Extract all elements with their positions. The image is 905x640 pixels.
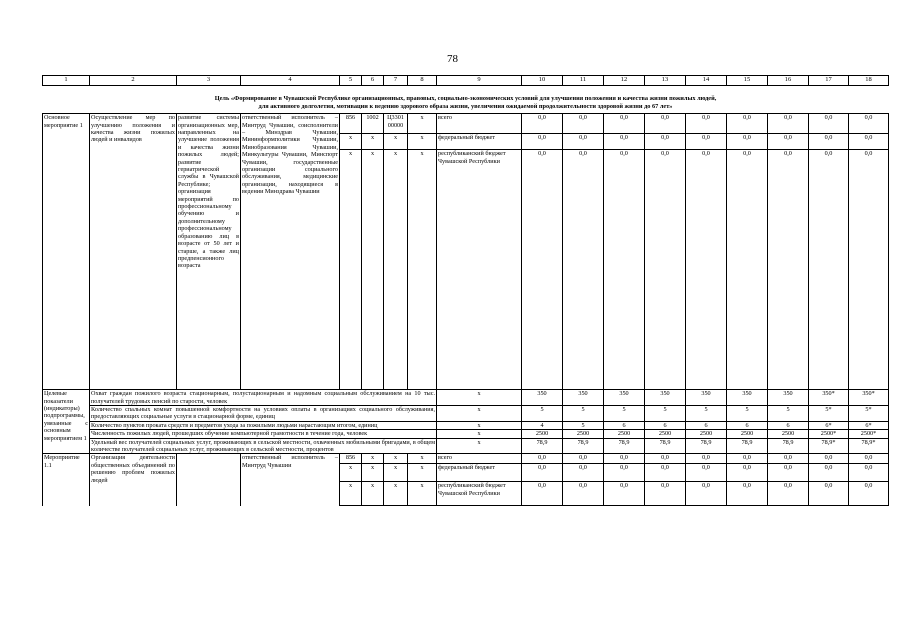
section-code: x — [362, 454, 384, 464]
funding-source: федеральный бюджет — [437, 134, 522, 150]
table-body — [43, 76, 889, 506]
indicator-value: 2500 — [727, 430, 768, 438]
event-status: Основное мероприятие 1 — [43, 114, 90, 390]
funding-value: 0,0 — [768, 114, 809, 134]
funding-value: 0,0 — [604, 482, 645, 506]
target-article-code: x — [384, 134, 408, 150]
expense-type-code: x — [408, 114, 437, 134]
indicator-row — [43, 421, 889, 429]
indicator-value: 2500 — [686, 430, 727, 438]
indicator-value: 6 — [768, 421, 809, 429]
event-status: Мероприятие 1.1 — [43, 454, 90, 506]
column-number-row — [43, 76, 889, 86]
target-article-code: x — [384, 482, 408, 506]
indicator-value: 5* — [849, 406, 889, 422]
indicator-name: Количество пунктов проката средств и предметов ухода за пожилыми людьми нарастающим итогом, единиц — [90, 421, 437, 429]
event-name: Организация деятельности общественных объединений по решению проблем пожилых людей — [90, 454, 177, 506]
column-number-16: 16 — [768, 76, 809, 86]
funding-value: 0,0 — [686, 454, 727, 464]
funding-value: 0,0 — [849, 134, 889, 150]
grbs-code: x — [340, 464, 362, 482]
funding-value: 0,0 — [563, 454, 604, 464]
indicator-value: 5 — [727, 406, 768, 422]
indicator-x: x — [437, 421, 522, 429]
column-number-7: 7 — [384, 76, 408, 86]
indicator-value: 350 — [522, 390, 563, 406]
column-number-18: 18 — [849, 76, 889, 86]
indicator-value: 350 — [645, 390, 686, 406]
indicator-row — [43, 406, 889, 422]
funding-source: всего — [437, 454, 522, 464]
column-number-13: 13 — [645, 76, 686, 86]
indicator-value: 5 — [563, 421, 604, 429]
indicator-value: 6 — [727, 421, 768, 429]
event-task: развитие системы организационных мер, направленных на улучшение положения и качества жизни пожилых людей; развитие гериатрической службы в Чувашской Республике; организация мероприятий по профессиональному обучению и дополнительному профессиональному образованию лиц в возрасте от 50 лет и старше, а также лиц предпенсионного возраста — [177, 114, 241, 390]
indicator-x: x — [437, 430, 522, 438]
indicator-value: 78,9 — [727, 438, 768, 454]
funding-value: 0,0 — [522, 114, 563, 134]
funding-value: 0,0 — [727, 150, 768, 390]
target-article-code: Ц3301 00000 — [384, 114, 408, 134]
funding-value: 0,0 — [563, 464, 604, 482]
indicator-value: 5 — [645, 406, 686, 422]
funding-row — [43, 454, 889, 464]
column-number-14: 14 — [686, 76, 727, 86]
funding-value: 0,0 — [645, 150, 686, 390]
funding-row — [43, 114, 889, 134]
column-number-17: 17 — [809, 76, 849, 86]
indicator-value: 2500 — [604, 430, 645, 438]
indicator-value: 78,9 — [645, 438, 686, 454]
indicator-row — [43, 430, 889, 438]
indicator-value: 350 — [727, 390, 768, 406]
indicator-value: 2500 — [522, 430, 563, 438]
indicator-value: 78,9 — [563, 438, 604, 454]
column-number-3: 3 — [177, 76, 241, 86]
indicator-x: x — [437, 406, 522, 422]
funding-value: 0,0 — [645, 482, 686, 506]
expense-type-code: x — [408, 464, 437, 482]
indicator-value: 78,9 — [768, 438, 809, 454]
funding-value: 0,0 — [768, 454, 809, 464]
funding-value: 0,0 — [849, 464, 889, 482]
expense-type-code: x — [408, 454, 437, 464]
section-code: x — [362, 150, 384, 390]
indicator-name: Численность пожилых людей, прошедших обучение компьютерной грамотности в течение года, человек — [90, 430, 437, 438]
indicator-value: 78,9* — [809, 438, 849, 454]
funding-value: 0,0 — [809, 134, 849, 150]
funding-value: 0,0 — [604, 150, 645, 390]
indicator-row — [43, 390, 889, 406]
indicator-value: 350 — [563, 390, 604, 406]
indicator-value: 350 — [604, 390, 645, 406]
indicator-value: 350* — [809, 390, 849, 406]
event-executors: ответственный исполнитель – Минтруд Чувашии — [241, 454, 340, 506]
indicator-x: x — [437, 390, 522, 406]
funding-value: 0,0 — [809, 454, 849, 464]
funding-source: федеральный бюджет — [437, 464, 522, 482]
column-number-8: 8 — [408, 76, 437, 86]
program-table — [42, 75, 889, 506]
funding-value: 0,0 — [604, 454, 645, 464]
indicator-value: 6* — [849, 421, 889, 429]
column-number-5: 5 — [340, 76, 362, 86]
indicator-value: 5 — [768, 406, 809, 422]
indicator-value: 5* — [809, 406, 849, 422]
funding-value: 0,0 — [645, 114, 686, 134]
indicator-value: 2500* — [809, 430, 849, 438]
funding-source: всего — [437, 114, 522, 134]
funding-value: 0,0 — [604, 464, 645, 482]
funding-value: 0,0 — [849, 454, 889, 464]
indicator-value: 5 — [686, 406, 727, 422]
grbs-code: 856 — [340, 114, 362, 134]
funding-value: 0,0 — [727, 134, 768, 150]
target-article-code: x — [384, 150, 408, 390]
indicator-name: Охват граждан пожилого возраста стационарным, полустационарным и надомным социальным обслуживанием на 10 тыс. получателей трудовых пенсий по старости, человек — [91, 390, 435, 405]
indicator-x: x — [437, 438, 522, 454]
funding-value: 0,0 — [809, 114, 849, 134]
column-number-4: 4 — [241, 76, 340, 86]
indicator-value: 5 — [522, 406, 563, 422]
indicator-value: 350 — [686, 390, 727, 406]
grbs-code: x — [340, 150, 362, 390]
section-code: x — [362, 464, 384, 482]
indicator-value: 78,9 — [522, 438, 563, 454]
funding-source: республиканский бюджет Чувашской Республики — [437, 482, 522, 506]
funding-value: 0,0 — [522, 454, 563, 464]
funding-value: 0,0 — [849, 150, 889, 390]
funding-value: 0,0 — [645, 134, 686, 150]
indicator-value: 6 — [604, 421, 645, 429]
funding-value: 0,0 — [768, 464, 809, 482]
indicator-value: 6 — [686, 421, 727, 429]
funding-value: 0,0 — [686, 150, 727, 390]
expense-type-code: x — [408, 134, 437, 150]
grbs-code: x — [340, 134, 362, 150]
funding-value: 0,0 — [522, 134, 563, 150]
goal-row — [43, 86, 889, 114]
indicator-value: 6* — [809, 421, 849, 429]
section-code: x — [362, 134, 384, 150]
goal-line-2: для активного долголетия, мотивации к ведению здорового образа жизни, увеличения ожидаемой продолжительности здоровой жизни до 67 лет» — [258, 102, 673, 110]
event-name: Осуществление мер по улучшению положения и качества жизни пожилых людей и инвалидов — [90, 114, 177, 390]
funding-value: 0,0 — [645, 464, 686, 482]
funding-value: 0,0 — [727, 482, 768, 506]
indicator-value: 350* — [849, 390, 889, 406]
page-number: 78 — [447, 53, 458, 65]
expense-type-code: x — [408, 482, 437, 506]
funding-value: 0,0 — [522, 150, 563, 390]
indicator-value: 350 — [768, 390, 809, 406]
column-number-15: 15 — [727, 76, 768, 86]
funding-value: 0,0 — [522, 464, 563, 482]
column-number-9: 9 — [437, 76, 522, 86]
indicator-name: Удельный вес получателей социальных услуг, проживающих в сельской местности, охваченных мобильными бригадами, в общем количестве получателей социальных услуг, проживающих в сельской местности, процентов — [91, 438, 435, 454]
funding-value: 0,0 — [768, 482, 809, 506]
section-code: 1002 — [362, 114, 384, 134]
indicator-value: 5 — [563, 406, 604, 422]
funding-value: 0,0 — [849, 114, 889, 134]
funding-value: 0,0 — [809, 482, 849, 506]
grbs-code: x — [340, 482, 362, 506]
indicators-label: Целевые показатели (индикаторы) подпрограммы, увязанные с основным мероприятием 1 — [43, 390, 90, 454]
section-code: x — [362, 482, 384, 506]
goal-text — [43, 86, 889, 114]
indicator-value: 4 — [522, 421, 563, 429]
funding-value: 0,0 — [645, 454, 686, 464]
event-executors: ответственный исполнитель – Минтруд Чувашии, соисполнители – Минздрав Чувашии, Мининформполитики Чувашии, Минобразования Чувашии, Минкультуры Чувашии, Минспорт Чувашии, государственные организации социального обслуживания, медицинские организации, находящиеся в ведении Минздрава Чувашии — [241, 114, 340, 390]
funding-value: 0,0 — [604, 114, 645, 134]
funding-value: 0,0 — [563, 134, 604, 150]
funding-value: 0,0 — [727, 464, 768, 482]
goal-line-1: Цель «Формирование в Чувашской Республике организационных, правовых, социально-экономических условий для улучшения положения и качества жизни пожилых людей, — [214, 95, 717, 102]
funding-value: 0,0 — [686, 134, 727, 150]
funding-value: 0,0 — [809, 464, 849, 482]
column-number-10: 10 — [522, 76, 563, 86]
event-task — [177, 454, 241, 506]
indicator-value: 2500* — [849, 430, 889, 438]
column-number-6: 6 — [362, 76, 384, 86]
expense-type-code: x — [408, 150, 437, 390]
funding-value: 0,0 — [809, 150, 849, 390]
funding-value: 0,0 — [727, 114, 768, 134]
funding-source: республиканский бюджет Чувашской Республики — [437, 150, 522, 390]
column-number-11: 11 — [563, 76, 604, 86]
funding-value: 0,0 — [563, 150, 604, 390]
funding-value: 0,0 — [686, 464, 727, 482]
funding-value: 0,0 — [522, 482, 563, 506]
indicator-value: 2500 — [563, 430, 604, 438]
column-number-12: 12 — [604, 76, 645, 86]
grbs-code: 856 — [340, 454, 362, 464]
indicator-value: 78,9 — [686, 438, 727, 454]
target-article-code: x — [384, 454, 408, 464]
funding-value: 0,0 — [768, 134, 809, 150]
funding-value: 0,0 — [563, 482, 604, 506]
funding-value: 0,0 — [727, 454, 768, 464]
funding-value: 0,0 — [849, 482, 889, 506]
indicator-value: 2500 — [645, 430, 686, 438]
column-number-1: 1 — [43, 76, 90, 86]
indicator-value: 2500 — [768, 430, 809, 438]
indicator-value: 5 — [604, 406, 645, 422]
funding-value: 0,0 — [604, 134, 645, 150]
indicator-value: 78,9* — [849, 438, 889, 454]
indicator-row — [43, 438, 889, 454]
indicator-value: 78,9 — [604, 438, 645, 454]
funding-value: 0,0 — [686, 482, 727, 506]
funding-value: 0,0 — [686, 114, 727, 134]
target-article-code: x — [384, 464, 408, 482]
column-number-2: 2 — [90, 76, 177, 86]
indicator-name: Количество спальных комнат повышенной комфортности на условиях оплаты в организациях социального обслуживания, предоставляющих социальные услуги в стационарной форме, единиц — [91, 406, 435, 421]
funding-value: 0,0 — [768, 150, 809, 390]
funding-value: 0,0 — [563, 114, 604, 134]
indicator-value: 6 — [645, 421, 686, 429]
